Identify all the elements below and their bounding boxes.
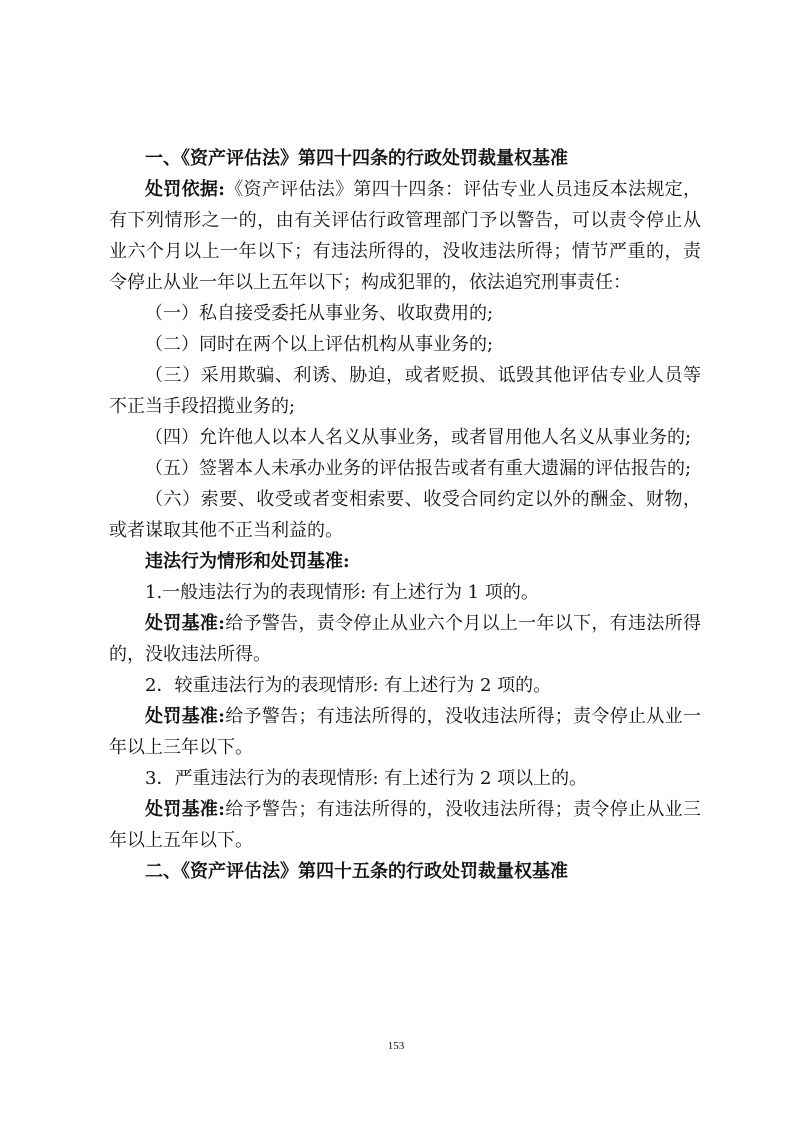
section-2-heading: 二、《资产评估法》第四十五条的行政处罚裁量权基准 xyxy=(145,861,568,882)
level-1-penalty-label: 处罚基准: xyxy=(145,613,225,634)
page-number: 153 xyxy=(387,1040,405,1052)
level-1-situation: 1.一般违法行为的表现情形: 有上述行为 1 项的。 xyxy=(145,582,539,603)
level-1-penalty-text: 给予警告，责令停止从业六个月以上一年以下，有违法所得的，没收违法所得。 xyxy=(109,613,701,665)
level-2-situation: 2．较重违法行为的表现情形: 有上述行为 2 项的。 xyxy=(145,675,552,696)
list-item: （三）采用欺骗、利诱、胁迫，或者贬损、诋毁其他评估专业人员等不正当手段招揽业务的; xyxy=(109,365,701,417)
level-2-penalty xyxy=(109,701,701,763)
level-1-penalty xyxy=(109,608,701,670)
list-item: （六）索要、收受或者变相索要、收受合同约定以外的酬金、财物，或者谋取其他不正当利益的。 xyxy=(109,489,701,541)
list-item: （四）允许他人以本人名义从事业务，或者冒用他人名义从事业务的; xyxy=(145,427,692,448)
level-2-penalty-text: 给予警告；有违法所得的，没收违法所得；责令停止从业一年以上三年以下。 xyxy=(109,706,701,758)
standards-heading: 违法行为情形和处罚基准: xyxy=(145,551,350,572)
list-item: （一）私自接受委托从事业务、收取费用的; xyxy=(145,303,494,324)
penalty-basis-label: 处罚依据: xyxy=(145,179,225,200)
section-1-heading: 一、《资产评估法》第四十四条的行政处罚裁量权基准 xyxy=(145,148,568,169)
list-item: （二）同时在两个以上评估机构从事业务的; xyxy=(145,334,494,355)
level-3-penalty-label: 处罚基准: xyxy=(145,799,225,820)
level-2-penalty-label: 处罚基准: xyxy=(145,706,225,727)
penalty-basis-paragraph xyxy=(109,174,701,298)
penalty-basis-text: 《资产评估法》第四十四条：评估专业人员违反本法规定，有下列情形之一的，由有关评估行政管理部门予以警告，可以责令停止从业六个月以上一年以下；有违法所得的，没收违法所得；情节严重的，责令停止从业一年以上五年以下；构成犯罪的，依法追究刑事责任： xyxy=(109,179,701,293)
list-item: （五）签署本人未承办业务的评估报告或者有重大遗漏的评估报告的; xyxy=(145,458,692,479)
level-3-penalty xyxy=(109,794,701,856)
page-content xyxy=(109,143,701,887)
level-3-penalty-text: 给予警告；有违法所得的，没收违法所得；责令停止从业三年以上五年以下。 xyxy=(109,799,701,851)
level-3-situation: 3．严重违法行为的表现情形: 有上述行为 2 项以上的。 xyxy=(145,768,588,789)
